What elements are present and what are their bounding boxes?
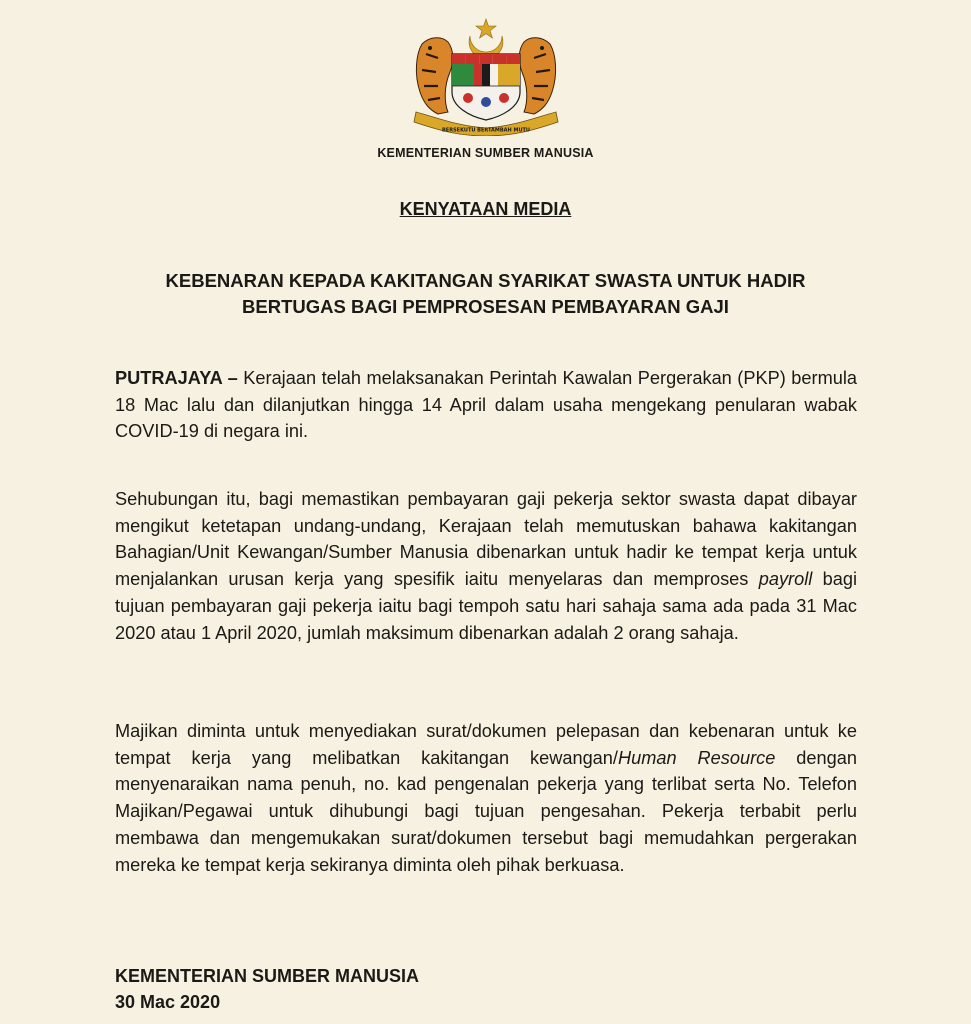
release-date: 30 Mac 2020 [115,992,221,1012]
headline [60,268,911,320]
star-icon [476,19,496,38]
paragraph-2-italic: payroll [758,569,813,590]
signatory: KEMENTERIAN SUMBER MANUSIA [115,966,420,986]
ministry-header: KEMENTERIAN SUMBER MANUSIA [377,146,594,160]
coat-of-arms-emblem [408,14,564,136]
document-type-title: KENYATAAN MEDIA [399,199,572,219]
shield-icon [452,54,520,120]
paragraph-2-text-b: bagi tujuan pembayaran gaji pekerja iaitu bagi tempoh satu hari sahaja sama ada pada 31 Mac 2020 atau 1 April 2020, jumlah maksimum dibenarkan adalah 2 orang sahaja. [115,569,857,643]
headline-line-2: BERTUGAS BAGI PEMPROSESAN PEMBAYARAN GAJI [242,296,729,317]
paragraph-3 [115,718,857,878]
paragraph-1 [115,365,857,445]
paragraph-2-text-a: Sehubungan itu, bagi memastikan pembayaran gaji pekerja sektor swasta dapat dibayar mengikut ketetapan undang-undang, Kerajaan telah memutuskan bahawa kakitangan Bahagian/Unit Kewangan/Sumber Manusia dibenarkan untuk hadir ke tempat kerja untuk menjalankan urusan kerja yang spesifik iaitu menyelaras dan memproses [115,489,857,590]
right-tiger-icon [519,38,555,114]
paragraph-2 [115,486,857,646]
headline-line-1: KEBENARAN KEPADA KAKITANGAN SYARIKAT SWASTA UNTUK HADIR [165,270,806,291]
paragraph-3-italic: Human Resource [617,747,776,768]
left-tiger-icon [416,38,452,114]
dateline: PUTRAJAYA – [115,368,238,388]
signoff [115,963,419,1015]
paragraph-3-text-a: Majikan diminta untuk menyediakan surat/dokumen pelepasan dan kebenaran untuk ke tempat kerja yang melibatkan kakitangan kewangan/ [115,721,857,768]
paragraph-3-text-b: dengan menyenaraikan nama penuh, no. kad pengenalan pekerja yang terlibat serta No. Telefon Majikan/Pegawai untuk dihubungi bagi tujuan pengesahan. Pekerja terbabit perlu membawa dan mengemukakan surat/dokumen tersebut bagi memudahkan pergerakan mereka ke tempat kerja sekiranya diminta oleh pihak berkuasa. [115,747,857,875]
motto-text: BERSEKUTU BERTAMBAH MUTU [442,127,530,134]
paragraph-1-text: Kerajaan telah melaksanakan Perintah Kawalan Pergerakan (PKP) bermula 18 Mac lalu dan dilanjutkan hingga 14 April dalam usaha mengekang penularan wabak COVID-19 di negara ini. [115,368,858,442]
